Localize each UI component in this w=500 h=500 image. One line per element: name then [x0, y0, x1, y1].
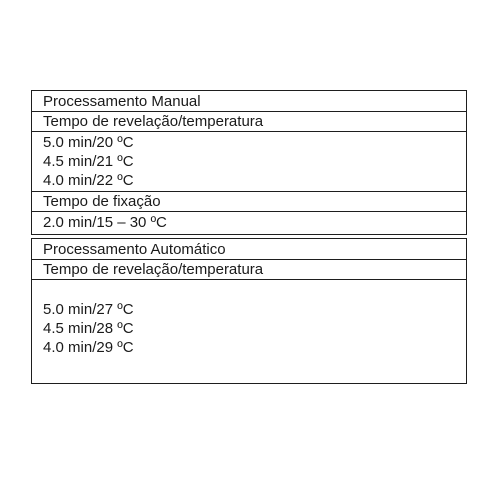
automatic-development-values — [32, 280, 466, 383]
manual-processing-table — [31, 90, 467, 235]
automatic-title: Processamento Automático — [43, 241, 226, 258]
automatic-title-row — [32, 239, 466, 260]
automatic-development-heading: Tempo de revelação/temperatura — [43, 261, 264, 278]
manual-development-value: 5.0 min/20 ºC — [43, 134, 134, 151]
automatic-development-value: 4.5 min/28 ºC — [43, 320, 134, 337]
manual-fixing-heading: Tempo de fixação — [43, 193, 161, 210]
automatic-development-value: 5.0 min/27 ºC — [43, 301, 134, 318]
manual-fixing-value-row — [32, 212, 466, 234]
manual-development-heading-row — [32, 112, 466, 132]
automatic-development-value: 4.0 min/29 ºC — [43, 339, 134, 356]
automatic-development-heading-row — [32, 260, 466, 280]
manual-development-value: 4.5 min/21 ºC — [43, 153, 134, 170]
manual-fixing-value: 2.0 min/15 – 30 ºC — [43, 214, 167, 231]
manual-development-values — [32, 132, 466, 192]
manual-title: Processamento Manual — [43, 93, 201, 110]
manual-development-heading: Tempo de revelação/temperatura — [43, 113, 264, 130]
manual-title-row — [32, 91, 466, 112]
manual-development-value: 4.0 min/22 ºC — [43, 172, 134, 189]
automatic-processing-table — [31, 238, 467, 384]
manual-fixing-heading-row — [32, 192, 466, 212]
